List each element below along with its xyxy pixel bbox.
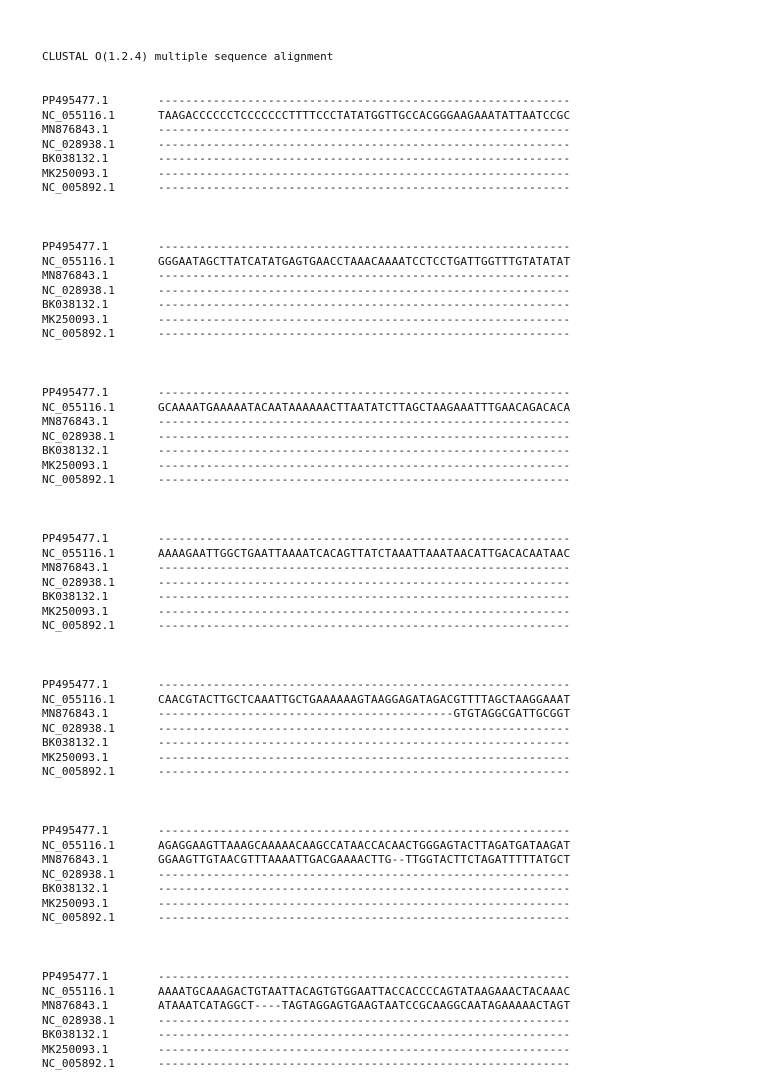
alignment-row — [42, 240, 570, 255]
sequence-id: NC_028938.1 — [42, 429, 115, 443]
sequence-data: AAAAGAATTGGCTGAATTAAAATCACAGTTATCTAAATTAAATAACATTGACACAATAAC — [158, 546, 571, 560]
sequence-id: MN876843.1 — [42, 853, 109, 866]
alignment-row — [42, 473, 570, 488]
alignment-row — [42, 853, 570, 868]
sequence-data: ATAAATCATAGGCT----TAGTAGGAGTGAAGTAATCCGCAAGGCAATAGAAAAACTAGT — [158, 999, 571, 1012]
sequence-data: ------------------------------------------------------------ — [158, 1013, 571, 1027]
alignment-row — [42, 430, 570, 445]
sequence-data: CAACGTACTTGCTCAAATTGCTGAAAAAAGTAAGGAGATAGACGTTTTAGCTAAGGAAAT — [158, 692, 571, 706]
alignment-row — [42, 401, 570, 416]
alignment-row — [42, 284, 570, 299]
alignment-row — [42, 911, 570, 926]
sequence-data: ------------------------------------------------------------ — [158, 1028, 571, 1041]
sequence-id: MK250093.1 — [42, 312, 109, 326]
sequence-data: ------------------------------------------------------------ — [158, 736, 571, 749]
sequence-data: ------------------------------------------------------------ — [158, 415, 571, 428]
sequence-data: ------------------------------------------------------------ — [158, 298, 571, 311]
sequence-id: BK038132.1 — [42, 444, 109, 457]
sequence-id: PP495477.1 — [42, 94, 109, 107]
sequence-id: NC_005892.1 — [42, 765, 115, 778]
sequence-data: ------------------------------------------------------------ — [158, 575, 571, 589]
alignment-row — [42, 868, 570, 883]
sequence-id: PP495477.1 — [42, 970, 109, 983]
sequence-id: PP495477.1 — [42, 678, 109, 691]
alignment-block — [42, 824, 570, 926]
sequence-data: ------------------------------------------------------------ — [158, 970, 571, 983]
sequence-id: NC_028938.1 — [42, 867, 115, 881]
sequence-id: NC_028938.1 — [42, 1013, 115, 1027]
sequence-data: ------------------------------------------------------------ — [158, 750, 571, 764]
alignment-row — [42, 1014, 570, 1029]
alignment-block — [42, 94, 570, 196]
alignment-row — [42, 765, 570, 780]
alignment-row — [42, 415, 570, 430]
sequence-data: ------------------------------------------------------------ — [158, 532, 571, 545]
alignment-row — [42, 152, 570, 167]
alignment-row — [42, 576, 570, 591]
alignment-row — [42, 561, 570, 576]
sequence-data: ------------------------------------------------------------ — [158, 283, 571, 297]
sequence-data: ------------------------------------------------------------ — [158, 386, 571, 399]
alignment-row — [42, 985, 570, 1000]
sequence-data: ------------------------------------------------------------ — [158, 590, 571, 603]
sequence-id: BK038132.1 — [42, 882, 109, 895]
alignment-row — [42, 839, 570, 854]
sequence-data: ------------------------------------------------------------ — [158, 561, 571, 574]
sequence-id: NC_005892.1 — [42, 1057, 115, 1070]
sequence-data: ------------------------------------------------------------ — [158, 911, 571, 924]
sequence-data: ------------------------------------------------------------ — [158, 473, 571, 486]
sequence-data: ------------------------------------------------------------ — [158, 896, 571, 910]
alignment-row — [42, 269, 570, 284]
sequence-id: BK038132.1 — [42, 1028, 109, 1041]
sequence-id: MN876843.1 — [42, 123, 109, 136]
sequence-id: NC_055116.1 — [42, 400, 115, 414]
alignment-row — [42, 590, 570, 605]
sequence-data: ------------------------------------------------------------ — [158, 269, 571, 282]
sequence-id: BK038132.1 — [42, 590, 109, 603]
sequence-id: NC_055116.1 — [42, 984, 115, 998]
sequence-data: ------------------------------------------------------------ — [158, 152, 571, 165]
alignment-row — [42, 1028, 570, 1043]
sequence-data: GGGAATAGCTTATCATATGAGTGAACCTAAACAAAATCCTCCTGATTGGTTTGTATATAT — [158, 254, 571, 268]
sequence-data: ------------------------------------------------------------ — [158, 181, 571, 194]
alignment-blocks — [42, 94, 570, 1072]
sequence-id: MK250093.1 — [42, 750, 109, 764]
alignment-row — [42, 547, 570, 562]
sequence-data: AGAGGAAGTTAAAGCAAAAACAAGCCATAACCACAACTGGGAGTACTTAGATGATAAGAT — [158, 838, 571, 852]
sequence-data: -------------------------------------------GTGTAGGCGATTGCGGT — [158, 707, 571, 720]
alignment-row — [42, 181, 570, 196]
sequence-data: GCAAAATGAAAAATACAATAAAAAACTTAATATCTTAGCTAAGAAATTTGAACAGACACA — [158, 400, 571, 414]
sequence-data: ------------------------------------------------------------ — [158, 619, 571, 632]
sequence-data: AAAATGCAAAGACTGTAATTACAGTGTGGAATTACCACCCCAGTATAAGAAACTACAAAC — [158, 984, 571, 998]
sequence-data: ------------------------------------------------------------ — [158, 312, 571, 326]
sequence-data: ------------------------------------------------------------ — [158, 604, 571, 618]
alignment-row — [42, 138, 570, 153]
sequence-data: ------------------------------------------------------------ — [158, 721, 571, 735]
sequence-id: NC_028938.1 — [42, 283, 115, 297]
sequence-id: MK250093.1 — [42, 166, 109, 180]
sequence-id: NC_005892.1 — [42, 181, 115, 194]
sequence-id: BK038132.1 — [42, 298, 109, 311]
sequence-id: PP495477.1 — [42, 824, 109, 837]
alignment-row — [42, 970, 570, 985]
alignment-row — [42, 313, 570, 328]
alignment-row — [42, 824, 570, 839]
alignment-row — [42, 123, 570, 138]
sequence-id: MN876843.1 — [42, 269, 109, 282]
alignment-row — [42, 444, 570, 459]
sequence-id: MK250093.1 — [42, 1042, 109, 1056]
document-title: CLUSTAL O(1.2.4) multiple sequence alignment — [42, 50, 334, 63]
sequence-data: ------------------------------------------------------------ — [158, 1042, 571, 1056]
sequence-id: NC_028938.1 — [42, 137, 115, 151]
alignment-block — [42, 678, 570, 780]
alignment-row — [42, 167, 570, 182]
sequence-id: MN876843.1 — [42, 999, 109, 1012]
sequence-id: NC_055116.1 — [42, 692, 115, 706]
sequence-id: PP495477.1 — [42, 240, 109, 253]
sequence-id: MK250093.1 — [42, 604, 109, 618]
alignment-row — [42, 736, 570, 751]
sequence-id: MK250093.1 — [42, 896, 109, 910]
alignment-row — [42, 109, 570, 124]
alignment-block — [42, 532, 570, 634]
sequence-id: NC_005892.1 — [42, 327, 115, 340]
sequence-data: ------------------------------------------------------------ — [158, 240, 571, 253]
sequence-id: NC_055116.1 — [42, 838, 115, 852]
sequence-id: NC_055116.1 — [42, 254, 115, 268]
sequence-data: GGAAGTTGTAACGTTTAAAATTGACGAAAACTTG--TTGGTACTTCTAGATTTTTATGCT — [158, 853, 571, 866]
sequence-data: ------------------------------------------------------------ — [158, 1057, 571, 1070]
sequence-data: ------------------------------------------------------------ — [158, 327, 571, 340]
sequence-data: ------------------------------------------------------------ — [158, 678, 571, 691]
alignment-row — [42, 999, 570, 1014]
sequence-data: ------------------------------------------------------------ — [158, 94, 571, 107]
alignment-row — [42, 605, 570, 620]
alignment-row — [42, 255, 570, 270]
alignment-row — [42, 707, 570, 722]
sequence-data: ------------------------------------------------------------ — [158, 458, 571, 472]
sequence-data: ------------------------------------------------------------ — [158, 137, 571, 151]
sequence-data: ------------------------------------------------------------ — [158, 444, 571, 457]
sequence-data: ------------------------------------------------------------ — [158, 429, 571, 443]
alignment-row — [42, 897, 570, 912]
alignment-row — [42, 678, 570, 693]
sequence-data: ------------------------------------------------------------ — [158, 123, 571, 136]
sequence-id: NC_028938.1 — [42, 721, 115, 735]
alignment-row — [42, 386, 570, 401]
sequence-data: ------------------------------------------------------------ — [158, 824, 571, 837]
alignment-row — [42, 693, 570, 708]
alignment-row — [42, 882, 570, 897]
sequence-id: PP495477.1 — [42, 386, 109, 399]
sequence-data: ------------------------------------------------------------ — [158, 867, 571, 881]
sequence-id: BK038132.1 — [42, 152, 109, 165]
sequence-id: NC_055116.1 — [42, 546, 115, 560]
alignment-row — [42, 619, 570, 634]
sequence-id: PP495477.1 — [42, 532, 109, 545]
sequence-data: ------------------------------------------------------------ — [158, 765, 571, 778]
sequence-data: ------------------------------------------------------------ — [158, 166, 571, 180]
sequence-data: TAAGACCCCCCTCCCCCCCTTTTCCCTATATGGTTGCCACGGGAAGAAATATTAATCCGC — [158, 108, 571, 122]
sequence-id: MN876843.1 — [42, 415, 109, 428]
alignment-row — [42, 94, 570, 109]
sequence-id: MN876843.1 — [42, 561, 109, 574]
sequence-id: NC_055116.1 — [42, 108, 115, 122]
sequence-id: MK250093.1 — [42, 458, 109, 472]
alignment-block — [42, 240, 570, 342]
sequence-id: NC_005892.1 — [42, 619, 115, 632]
alignment-block — [42, 386, 570, 488]
sequence-id: BK038132.1 — [42, 736, 109, 749]
sequence-data: ------------------------------------------------------------ — [158, 882, 571, 895]
alignment-row — [42, 298, 570, 313]
alignment-block — [42, 970, 570, 1072]
sequence-id: NC_028938.1 — [42, 575, 115, 589]
alignment-document — [42, 49, 570, 1072]
alignment-row — [42, 1057, 570, 1072]
alignment-row — [42, 327, 570, 342]
alignment-row — [42, 532, 570, 547]
alignment-row — [42, 751, 570, 766]
sequence-id: NC_005892.1 — [42, 911, 115, 924]
alignment-row — [42, 459, 570, 474]
sequence-id: MN876843.1 — [42, 707, 109, 720]
sequence-id: NC_005892.1 — [42, 473, 115, 486]
alignment-row — [42, 722, 570, 737]
alignment-row — [42, 1043, 570, 1058]
